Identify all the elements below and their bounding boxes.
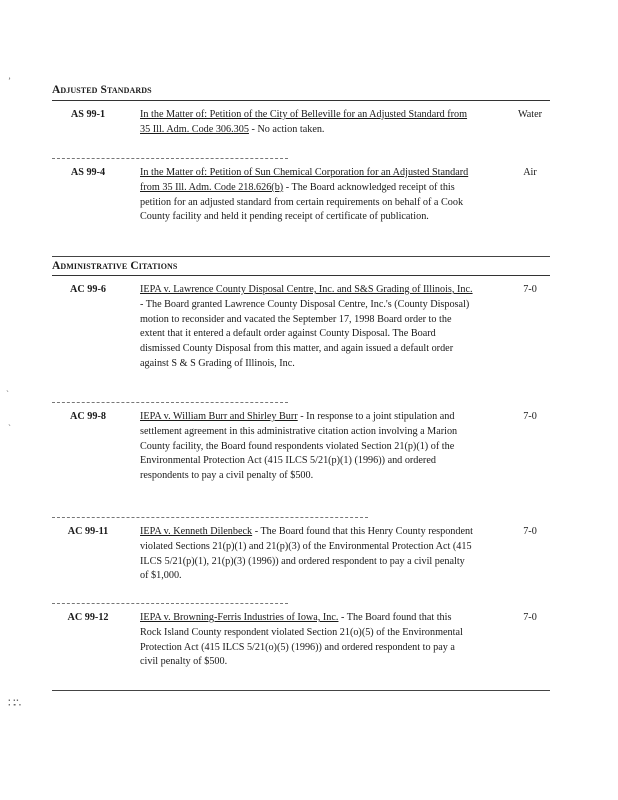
entry-description [140,108,475,138]
vote-or-media: 7-0 [523,612,537,623]
section-rule [52,275,550,276]
scan-mark: ˏ [6,382,9,392]
entry-divider [52,603,288,604]
entry-description [140,166,475,225]
entry-divider [52,517,368,518]
section-heading-administrative-citations: Administrative Citations [52,260,178,272]
vote-or-media: 7-0 [523,284,537,295]
docket-number: AC 99-12 [67,612,109,623]
case-title: IEPA v. William Burr and Shirley Burr [140,411,298,422]
section-rule [52,690,550,691]
case-summary: - The Board found that this Henry County respondent violated Sections 21(p)(1) and 21(p)(3) of the Environmental Protection Act (415 ILCS 5/21(p)(1), 21(p)(3) (1996)) and ordered respondent to pay a civil penalty of $1,000. [140,526,473,582]
section-heading-adjusted-standards: Adjusted Standards [52,84,152,96]
case-title: IEPA v. Lawrence County Disposal Centre, Inc. and S&S Grading of Illinois, Inc. [140,284,473,295]
entry-description [140,283,475,372]
scan-mark: ’ [8,76,11,86]
vote-or-media: 7-0 [523,411,537,422]
entry-description [140,525,475,584]
case-summary: - No action taken. [248,123,325,135]
docket-number: AS 99-1 [70,109,106,120]
case-title: IEPA v. Kenneth Dilenbeck [140,526,253,537]
case-title: IEPA v. Browning-Ferris Industries of Iowa, Inc. [140,612,339,623]
entry-divider [52,402,288,403]
case-summary: - The Board acknowledged receipt of this petition for an adjusted standard from certain requirements on behalf of a Cook County facility and held it pending receipt of certificate of publication. [140,181,464,223]
docket-number: AC 99-6 [70,284,106,295]
entry-description [140,410,475,484]
case-summary: - In response to a joint stipulation and settlement agreement in this administrative citation action involving a Marion County facility, the Board found respondents violated Section 21(p)(1) of the Environmental Protection Act (415 ILCS 5/21(p)(1) (1996)) and ordered respondents to pay a civil penalty of $500. [140,411,458,482]
case-title: In the Matter of: Petition of Sun Chemical Corporation for an Adjusted Standard from 35 Ill. Adm. Code 218.626(b) [140,167,469,193]
case-title: In the Matter of: Petition of the City of Belleville for an Adjusted Standard from 35 Ill. Adm. Code 306.305 [140,109,468,135]
entry-description [140,611,475,670]
docket-number: AC 99-8 [70,411,106,422]
case-summary: - The Board granted Lawrence County Disposal Centre, Inc.'s (County Disposal) motion to reconsider and vacated the September 17, 1998 Board order to the extent that it entered a default order against County Disposal. The Board dismissed County Disposal from this matter, and again issued a default order against S & S Grading of Illinois, Inc. [140,298,470,369]
section-rule [52,100,550,101]
scan-mark: ∷∴ [8,696,20,710]
case-summary: - The Board found that this Rock Island County respondent violated Section 21(o)(5) of the Environmental Protection Act (415 ILCS 5/21(o)(5) (1996)) and ordered respondent to pay a civil penalty of $500. [140,612,463,668]
docket-number: AS 99-4 [70,167,106,178]
vote-or-media: Water [517,109,543,120]
scan-mark: ˎ [8,416,11,426]
vote-or-media: 7-0 [523,526,537,537]
docket-number: AC 99-11 [67,526,109,537]
entry-divider [52,158,288,159]
section-rule [52,256,550,257]
vote-or-media: Air [523,167,537,178]
